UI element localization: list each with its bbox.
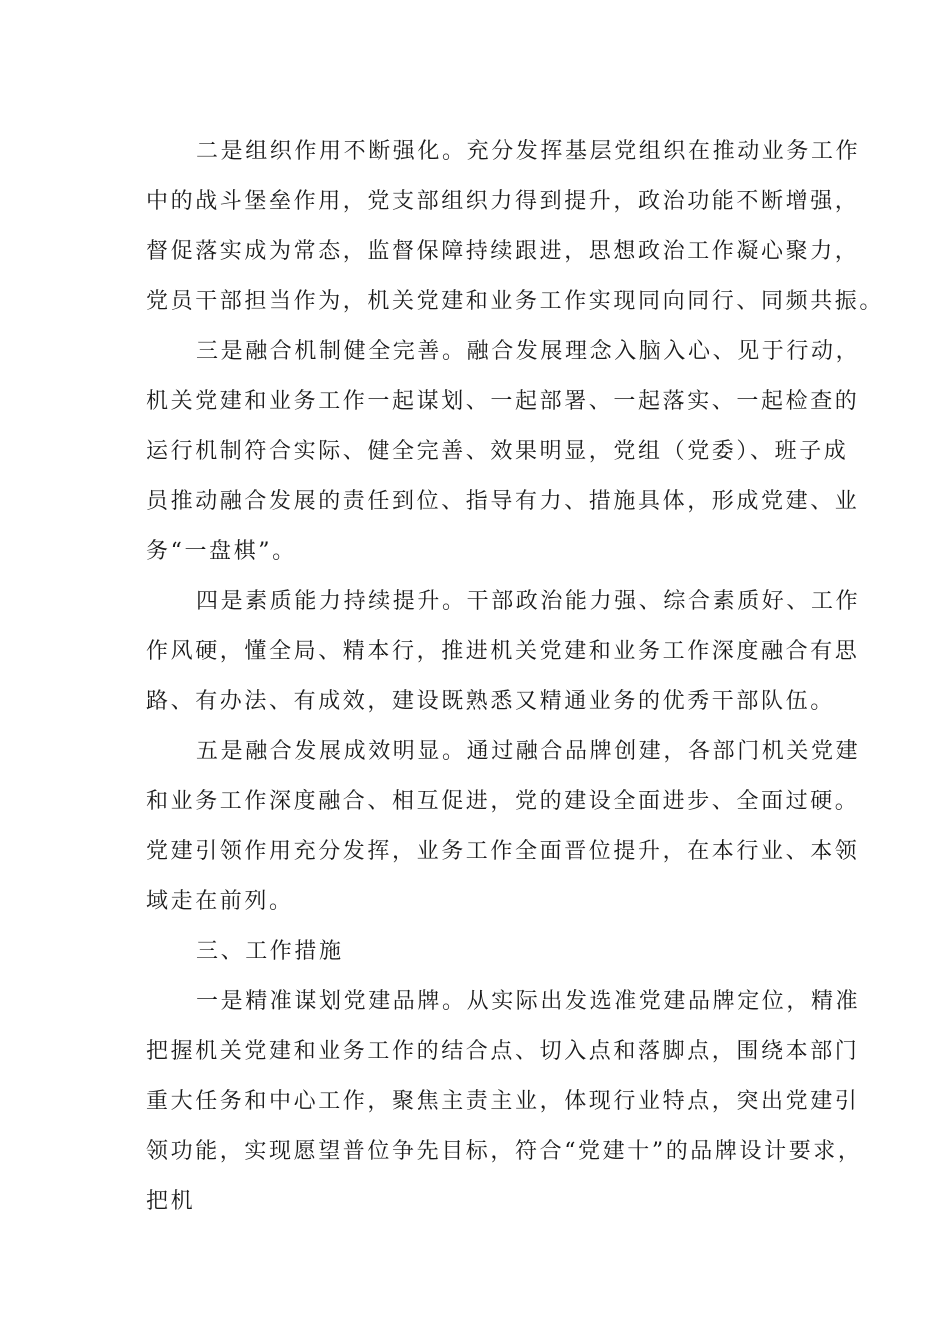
- paragraph-line: 务“一盘棋”。: [146, 539, 297, 564]
- paragraph-line: 督促落实成为常态，监督保障持续跟进，思想政治工作凝心聚力，: [146, 239, 860, 264]
- paragraph-line: 机关党建和业务工作一起谋划、一起部署、一起落实、一起检查的: [146, 389, 860, 414]
- paragraph-line: 把握机关党建和业务工作的结合点、切入点和落脚点，围绕本部门: [146, 1039, 860, 1064]
- paragraph-line: 域走在前列。: [146, 889, 294, 914]
- paragraph-line: 和业务工作深度融合、相互促进，党的建设全面进步、全面过硬。: [146, 789, 860, 814]
- paragraph-line: 把机: [146, 1189, 196, 1214]
- paragraph-line: 一是精准谋划党建品牌。从实际出发选准党建品牌定位，精准: [196, 989, 861, 1014]
- paragraph-line: 三是融合机制健全完善。融合发展理念入脑入心、见于行动，: [196, 339, 861, 364]
- paragraph-line: 运行机制符合实际、健全完善、效果明显，党组（党委）、班子成: [146, 439, 849, 464]
- paragraph-line: 中的战斗堡垒作用，党支部组织力得到提升，政治功能不断增强，: [146, 189, 860, 214]
- section-heading: 三、工作措施: [196, 939, 344, 964]
- paragraph-line: 作风硬，懂全局、精本行，推进机关党建和业务工作深度融合有思: [146, 639, 860, 664]
- paragraph-line: 四是素质能力持续提升。干部政治能力强、综合素质好、工作: [196, 589, 861, 614]
- paragraph-line: 路、有办法、有成效，建设既熟悉又精通业务的优秀干部队伍。: [146, 689, 835, 714]
- paragraph-line: 员推动融合发展的责任到位、指导有力、措施具体，形成党建、业: [146, 489, 860, 514]
- paragraph-line: 重大任务和中心工作，聚焦主责主业，体现行业特点，突出党建引: [146, 1089, 860, 1114]
- paragraph-line: 党建引领作用充分发挥，业务工作全面晋位提升，在本行业、本领: [146, 839, 860, 864]
- paragraph-line: 五是融合发展成效明显。通过融合品牌创建，各部门机关党建: [196, 739, 861, 764]
- paragraph-line: 领功能，实现愿望普位争先目标，符合“党建十”的品牌设计要求，: [146, 1139, 863, 1164]
- paragraph-line: 二是组织作用不断强化。充分发挥基层党组织在推动业务工作: [196, 139, 861, 164]
- paragraph-line: 党员干部担当作为，机关党建和业务工作实现同向同行、同频共振。: [146, 289, 885, 314]
